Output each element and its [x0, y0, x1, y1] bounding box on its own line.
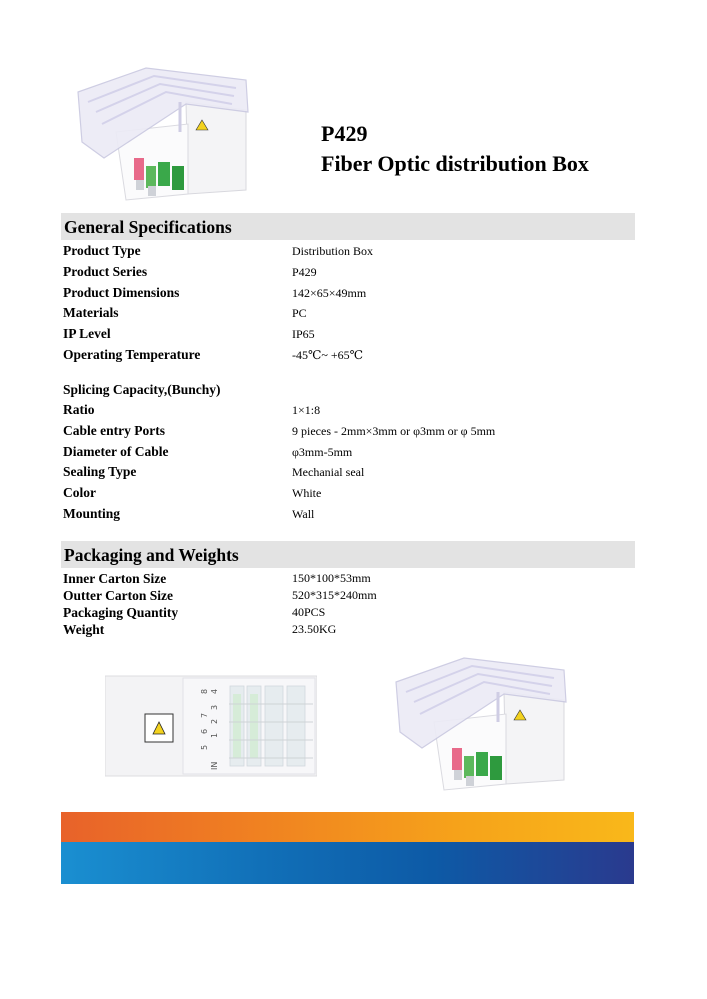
spec-label: Materials — [63, 305, 119, 320]
pack-value: 40PCS — [292, 605, 326, 619]
spec-value: Mechanial seal — [292, 465, 365, 479]
footer-band-blue — [61, 842, 634, 884]
splicing-capacity-subheading: Splicing Capacity,(Bunchy) — [63, 382, 221, 397]
footer-band-orange — [61, 812, 634, 842]
spec-row-diameter-of-cable — [63, 442, 623, 462]
spec-label: Product Series — [63, 264, 148, 279]
packaging-heading: Packaging and Weights — [61, 541, 635, 568]
general-specifications-heading: General Specifications — [61, 213, 635, 240]
pack-label: Outter Carton Size — [63, 588, 173, 603]
product-photo-front-view — [105, 674, 317, 779]
spec-value: 142×65×49mm — [292, 286, 367, 300]
spec-label: Ratio — [63, 402, 95, 417]
spec-label: Cable entry Ports — [63, 423, 165, 438]
spec-label: Operating Temperature — [63, 347, 201, 362]
product-name: Fiber Optic distribution Box — [321, 151, 589, 176]
spec-label: Mounting — [63, 506, 121, 521]
spec-row-operating-temperature — [63, 345, 623, 365]
spec-label: Product Dimensions — [63, 285, 180, 300]
spec-row-product-series — [63, 262, 623, 282]
spec-row-mounting — [63, 504, 623, 524]
port-label: 1 — [210, 732, 219, 738]
port-label: 3 — [210, 704, 219, 710]
spec-label: Sealing Type — [63, 464, 137, 479]
spec-value: φ3mm-5mm — [292, 445, 353, 459]
port-label: 4 — [210, 688, 219, 694]
port-label: 6 — [200, 728, 209, 734]
spec-value: 9 pieces - 2mm×3mm or φ3mm or φ 5mm — [292, 424, 496, 438]
pack-value: 150*100*53mm — [292, 571, 371, 585]
pack-row-outter-carton — [63, 587, 623, 604]
spec-row-sealing-type — [63, 462, 623, 482]
spec-label: Product Type — [63, 243, 141, 258]
spec-row-product-dimensions — [63, 283, 623, 303]
port-label: 2 — [210, 718, 219, 724]
spec-label: IP Level — [63, 326, 111, 341]
spec-row-product-type — [63, 241, 623, 261]
pack-row-weight — [63, 621, 623, 638]
product-photo-bottom-right — [394, 652, 569, 792]
spec-value: 1×1:8 — [292, 403, 321, 417]
pack-label: Weight — [63, 622, 105, 637]
product-photo-top — [76, 62, 251, 202]
pack-value: 520*315*240mm — [292, 588, 377, 602]
spec-label: Color — [63, 485, 96, 500]
port-label: IN — [210, 761, 219, 770]
spec-row-cable-entry-ports — [63, 421, 623, 441]
spec-row-ratio — [63, 400, 623, 420]
pack-label: Inner Carton Size — [63, 571, 167, 586]
pack-row-packaging-quantity — [63, 604, 623, 621]
spec-value: IP65 — [292, 327, 315, 341]
product-model: P429 — [321, 121, 368, 146]
pack-label: Packaging Quantity — [63, 605, 179, 620]
pack-row-inner-carton — [63, 570, 623, 587]
spec-label: Diameter of Cable — [63, 444, 169, 459]
spec-value: Wall — [292, 507, 315, 521]
spec-value: White — [292, 486, 322, 500]
spec-value: P429 — [292, 265, 317, 279]
port-label: 5 — [200, 744, 209, 750]
spec-row-ip-level — [63, 324, 623, 344]
spec-value: Distribution Box — [292, 244, 374, 258]
pack-value: 23.50KG — [292, 622, 337, 636]
port-label: 8 — [200, 688, 209, 694]
spec-row-materials — [63, 303, 623, 323]
splicing-capacity-subheading-row — [63, 380, 623, 400]
spec-value: -45℃~ +65℃ — [292, 348, 364, 362]
port-label: 7 — [200, 712, 209, 718]
spec-value: PC — [292, 306, 307, 320]
spec-row-color — [63, 483, 623, 503]
